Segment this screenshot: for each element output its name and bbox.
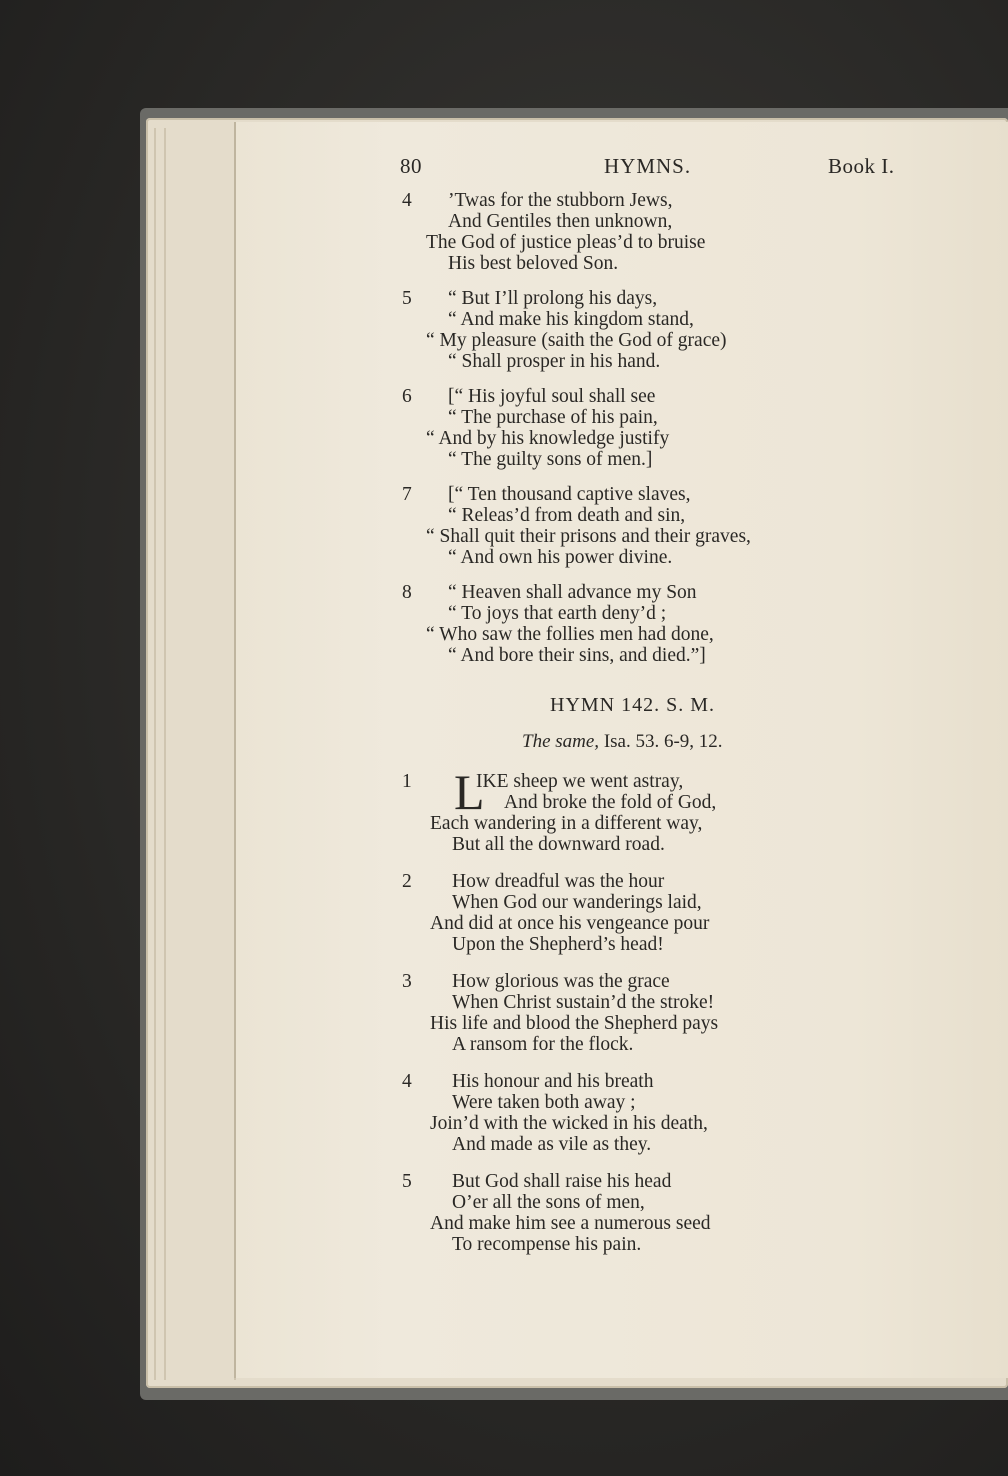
verse-line: And Gentiles then unknown,	[448, 211, 673, 232]
stanza-number: 8	[402, 582, 412, 603]
stanza	[400, 1171, 920, 1255]
stanza-number: 2	[402, 871, 412, 892]
stanza	[400, 190, 920, 274]
verse-line: Were taken both away ;	[452, 1092, 636, 1113]
verse-line: To recompense his pain.	[452, 1234, 642, 1255]
verse-line: And make him see a numerous seed	[430, 1213, 711, 1234]
verse-line: “ And own his power divine.	[448, 547, 673, 568]
verse-line: How dreadful was the hour	[452, 871, 665, 892]
verse-line: His honour and his breath	[452, 1071, 654, 1092]
verse-line: “ Shall prosper in his hand.	[448, 351, 661, 372]
verse-line: But all the downward road.	[452, 834, 665, 855]
stanza	[400, 582, 920, 666]
verse-line: How glorious was the grace	[452, 971, 670, 992]
verse-line: And made as vile as they.	[452, 1134, 652, 1155]
verse-line: And did at once his vengeance pour	[430, 913, 710, 934]
verse-line: “ The guilty sons of men.]	[448, 449, 653, 470]
verse-line: His best beloved Son.	[448, 253, 619, 274]
verse-line: ’Twas for the stubborn Jews,	[448, 190, 673, 211]
verse-line: “ Releas’d from death and sin,	[448, 505, 686, 526]
verse-line: “ And bore their sins, and died.”]	[448, 645, 706, 666]
book-label: Book I.	[828, 154, 895, 178]
verse-line: “ The purchase of his pain,	[448, 407, 658, 428]
hymn-subtitle-reference: Isa. 53. 6-9, 12.	[599, 731, 723, 752]
verse-line: “ But I’ll prolong his days,	[448, 288, 658, 309]
hymn-heading: HYMN 142. S. M.	[550, 694, 716, 716]
stanza	[400, 871, 920, 955]
verse-line: “ To joys that earth deny’d ;	[448, 603, 667, 624]
stanza-number: 4	[402, 190, 412, 211]
stanza	[400, 386, 920, 470]
verse-line: His life and blood the Shepherd pays	[430, 1013, 719, 1034]
stanza	[400, 288, 920, 372]
verse-line: A ransom for the flock.	[452, 1034, 634, 1055]
page-edge-line	[154, 128, 156, 1380]
verse-line: When Christ sustain’d the stroke!	[452, 992, 715, 1013]
page-edge-line	[164, 128, 166, 1380]
stanza-number: 7	[402, 484, 412, 505]
stanza	[400, 971, 920, 1055]
verse-line: “ And make his kingdom stand,	[448, 309, 694, 330]
stanza-number: 5	[402, 288, 412, 309]
verse-line: And broke the fold of God,	[504, 792, 717, 813]
verse-line: Upon the Shepherd’s head!	[452, 934, 664, 955]
verse-line: When God our wanderings laid,	[452, 892, 702, 913]
verse-line: The God of justice pleas’d to bruise	[426, 232, 706, 253]
verse-line: [“ Ten thousand captive slaves,	[448, 484, 691, 505]
verse-line: “ Who saw the follies men had done,	[426, 624, 714, 645]
hymn-subtitle	[400, 731, 920, 753]
hymn-subtitle-italic: The same,	[522, 731, 600, 752]
running-head	[400, 148, 920, 182]
verse-line: O’er all the sons of men,	[452, 1192, 645, 1213]
verse-line: Each wandering in a different way,	[430, 813, 703, 834]
verse-line: “ And by his knowledge justify	[426, 428, 670, 449]
page-text	[400, 148, 920, 1255]
verse-line: Join’d with the wicked in his death,	[430, 1113, 708, 1134]
stanza	[400, 764, 920, 855]
stanza-number: 1	[402, 771, 412, 792]
drop-cap: L	[454, 764, 485, 820]
verse-line: [“ His joyful soul shall see	[448, 386, 656, 407]
verse-line: “ Heaven shall advance my Son	[448, 582, 697, 603]
stanza-number: 3	[402, 971, 412, 992]
running-title: HYMNS.	[604, 154, 692, 178]
verse-line: IKE sheep we went astray,	[476, 771, 684, 792]
stanza-number: 4	[402, 1071, 412, 1092]
verse-line: “ My pleasure (saith the God of grace)	[426, 330, 727, 351]
verse-line: But God shall raise his head	[452, 1171, 672, 1192]
stanza-number: 5	[402, 1171, 412, 1192]
stanza	[400, 484, 920, 568]
stanza	[400, 1071, 920, 1155]
stanza-number: 6	[402, 386, 412, 407]
verse-line: “ Shall quit their prisons and their graves,	[426, 526, 751, 547]
page-number: 80	[400, 154, 422, 178]
